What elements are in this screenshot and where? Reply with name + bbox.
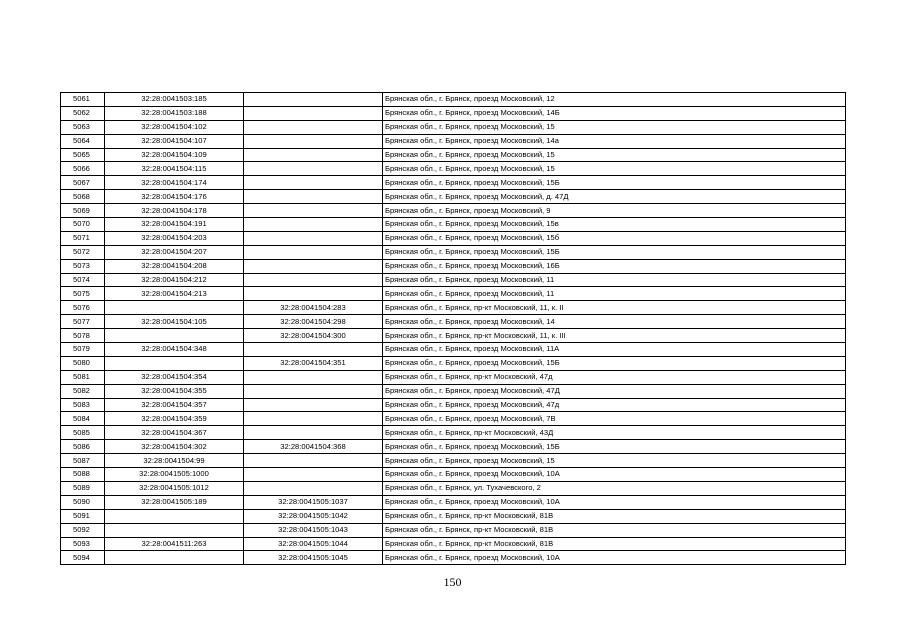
row-number-cell: 5061: [61, 93, 105, 107]
address-cell: Брянская обл., г. Брянск, проезд Московский, 16Б: [383, 259, 846, 273]
linked-cadastral-number-cell: [244, 454, 383, 468]
cadastral-number-cell: 32:28:0041504:354: [105, 370, 244, 384]
linked-cadastral-number-cell: [244, 176, 383, 190]
registry-table-body: [61, 93, 846, 565]
linked-cadastral-number-cell: 32:28:0041505:1037: [244, 495, 383, 509]
address-cell: Брянская обл., г. Брянск, проезд Московский, 15: [383, 162, 846, 176]
row-number-cell: 5069: [61, 204, 105, 218]
row-number-cell: 5073: [61, 259, 105, 273]
row-number-cell: 5088: [61, 468, 105, 482]
row-number-cell: 5087: [61, 454, 105, 468]
table-row: [61, 523, 846, 537]
row-number-cell: 5080: [61, 356, 105, 370]
address-cell: Брянская обл., г. Брянск, проезд Московский, 11: [383, 273, 846, 287]
address-cell: Брянская обл., г. Брянск, проезд Московский, 11: [383, 287, 846, 301]
row-number-cell: 5075: [61, 287, 105, 301]
row-number-cell: 5065: [61, 148, 105, 162]
linked-cadastral-number-cell: [244, 134, 383, 148]
row-number-cell: 5090: [61, 495, 105, 509]
table-row: [61, 176, 846, 190]
table-row: [61, 148, 846, 162]
cadastral-number-cell: 32:28:0041504:348: [105, 343, 244, 357]
row-number-cell: 5091: [61, 509, 105, 523]
table-row: [61, 509, 846, 523]
table-row: [61, 190, 846, 204]
row-number-cell: 5072: [61, 245, 105, 259]
table-row: [61, 384, 846, 398]
address-cell: Брянская обл., г. Брянск, проезд Московский, 9: [383, 204, 846, 218]
address-cell: Брянская обл., г. Брянск, проезд Московский, 15б: [383, 231, 846, 245]
cadastral-number-cell: 32:28:0041504:115: [105, 162, 244, 176]
cadastral-number-cell: 32:28:0041504:212: [105, 273, 244, 287]
row-number-cell: 5082: [61, 384, 105, 398]
address-cell: Брянская обл., г. Брянск, пр-кт Московский, 81В: [383, 537, 846, 551]
linked-cadastral-number-cell: 32:28:0041505:1042: [244, 509, 383, 523]
linked-cadastral-number-cell: [244, 245, 383, 259]
registry-table: [60, 92, 846, 565]
address-cell: Брянская обл., г. Брянск, проезд Московский, 14а: [383, 134, 846, 148]
cadastral-number-cell: [105, 329, 244, 343]
linked-cadastral-number-cell: [244, 426, 383, 440]
address-cell: Брянская обл., г. Брянск, проезд Московский, 15Б: [383, 440, 846, 454]
row-number-cell: 5068: [61, 190, 105, 204]
linked-cadastral-number-cell: [244, 148, 383, 162]
address-cell: Брянская обл., г. Брянск, пр-кт Московский, 81В: [383, 509, 846, 523]
linked-cadastral-number-cell: [244, 343, 383, 357]
cadastral-number-cell: 32:28:0041504:359: [105, 412, 244, 426]
cadastral-number-cell: [105, 551, 244, 565]
table-row: [61, 162, 846, 176]
linked-cadastral-number-cell: [244, 231, 383, 245]
cadastral-number-cell: 32:28:0041504:176: [105, 190, 244, 204]
address-cell: Брянская обл., г. Брянск, проезд Московский, 15: [383, 454, 846, 468]
linked-cadastral-number-cell: [244, 106, 383, 120]
cadastral-number-cell: 32:28:0041504:203: [105, 231, 244, 245]
linked-cadastral-number-cell: [244, 204, 383, 218]
cadastral-number-cell: 32:28:0041504:302: [105, 440, 244, 454]
cadastral-number-cell: 32:28:0041504:109: [105, 148, 244, 162]
cadastral-number-cell: 32:28:0041504:355: [105, 384, 244, 398]
table-row: [61, 398, 846, 412]
table-row: [61, 454, 846, 468]
table-row: [61, 231, 846, 245]
address-cell: Брянская обл., г. Брянск, проезд Московский, 14Б: [383, 106, 846, 120]
row-number-cell: 5093: [61, 537, 105, 551]
cadastral-number-cell: [105, 301, 244, 315]
address-cell: Брянская обл., г. Брянск, пр-кт Московский, 81В: [383, 523, 846, 537]
linked-cadastral-number-cell: [244, 398, 383, 412]
address-cell: Брянская обл., г. Брянск, проезд Московский, 7В: [383, 412, 846, 426]
row-number-cell: 5077: [61, 315, 105, 329]
linked-cadastral-number-cell: 32:28:0041504:351: [244, 356, 383, 370]
table-row: [61, 412, 846, 426]
cadastral-number-cell: [105, 509, 244, 523]
address-cell: Брянская обл., г. Брянск, проезд Московский, 15: [383, 120, 846, 134]
address-cell: Брянская обл., г. Брянск, проезд Московский, 15Б: [383, 176, 846, 190]
cadastral-number-cell: 32:28:0041504:207: [105, 245, 244, 259]
row-number-cell: 5078: [61, 329, 105, 343]
cadastral-number-cell: 32:28:0041504:105: [105, 315, 244, 329]
address-cell: Брянская обл., г. Брянск, проезд Московский, 15Б: [383, 356, 846, 370]
row-number-cell: 5085: [61, 426, 105, 440]
table-row: [61, 106, 846, 120]
table-row: [61, 134, 846, 148]
address-cell: Брянская обл., г. Брянск, проезд Московский, 12: [383, 93, 846, 107]
linked-cadastral-number-cell: 32:28:0041505:1044: [244, 537, 383, 551]
address-cell: Брянская обл., г. Брянск, проезд Московский, 10А: [383, 551, 846, 565]
linked-cadastral-number-cell: 32:28:0041504:283: [244, 301, 383, 315]
cadastral-number-cell: 32:28:0041504:213: [105, 287, 244, 301]
cadastral-number-cell: [105, 356, 244, 370]
table-row: [61, 287, 846, 301]
table-row: [61, 537, 846, 551]
address-cell: Брянская обл., г. Брянск, проезд Московский, 14: [383, 315, 846, 329]
cadastral-number-cell: 32:28:0041505:1000: [105, 468, 244, 482]
linked-cadastral-number-cell: [244, 162, 383, 176]
cadastral-number-cell: 32:28:0041503:188: [105, 106, 244, 120]
row-number-cell: 5086: [61, 440, 105, 454]
linked-cadastral-number-cell: [244, 287, 383, 301]
address-cell: Брянская обл., г. Брянск, пр-кт Московский, 43Д: [383, 426, 846, 440]
row-number-cell: 5066: [61, 162, 105, 176]
row-number-cell: 5076: [61, 301, 105, 315]
table-row: [61, 551, 846, 565]
table-row: [61, 468, 846, 482]
cadastral-number-cell: 32:28:0041504:178: [105, 204, 244, 218]
row-number-cell: 5094: [61, 551, 105, 565]
cadastral-number-cell: 32:28:0041504:191: [105, 218, 244, 232]
linked-cadastral-number-cell: 32:28:0041505:1045: [244, 551, 383, 565]
row-number-cell: 5070: [61, 218, 105, 232]
linked-cadastral-number-cell: [244, 370, 383, 384]
cadastral-number-cell: 32:28:0041504:102: [105, 120, 244, 134]
table-row: [61, 343, 846, 357]
row-number-cell: 5079: [61, 343, 105, 357]
cadastral-number-cell: 32:28:0041505:189: [105, 495, 244, 509]
table-row: [61, 495, 846, 509]
cadastral-number-cell: 32:28:0041504:357: [105, 398, 244, 412]
table-row: [61, 93, 846, 107]
table-row: [61, 370, 846, 384]
linked-cadastral-number-cell: [244, 218, 383, 232]
cadastral-number-cell: 32:28:0041503:185: [105, 93, 244, 107]
table-row: [61, 315, 846, 329]
linked-cadastral-number-cell: 32:28:0041505:1043: [244, 523, 383, 537]
linked-cadastral-number-cell: [244, 259, 383, 273]
address-cell: Брянская обл., г. Брянск, проезд Московский, д. 47Д: [383, 190, 846, 204]
address-cell: Брянская обл., г. Брянск, пр-кт Московский, 11, к. II: [383, 301, 846, 315]
cadastral-number-cell: 32:28:0041511:263: [105, 537, 244, 551]
row-number-cell: 5074: [61, 273, 105, 287]
linked-cadastral-number-cell: [244, 412, 383, 426]
address-cell: Брянская обл., г. Брянск, проезд Московский, 10А: [383, 495, 846, 509]
linked-cadastral-number-cell: 32:28:0041504:300: [244, 329, 383, 343]
cadastral-number-cell: 32:28:0041504:367: [105, 426, 244, 440]
table-row: [61, 329, 846, 343]
table-row: [61, 204, 846, 218]
table-row: [61, 273, 846, 287]
cadastral-number-cell: [105, 523, 244, 537]
table-row: [61, 426, 846, 440]
linked-cadastral-number-cell: [244, 190, 383, 204]
cadastral-number-cell: 32:28:0041504:208: [105, 259, 244, 273]
row-number-cell: 5062: [61, 106, 105, 120]
row-number-cell: 5083: [61, 398, 105, 412]
cadastral-number-cell: 32:28:0041505:1012: [105, 481, 244, 495]
row-number-cell: 5063: [61, 120, 105, 134]
cadastral-number-cell: 32:28:0041504:174: [105, 176, 244, 190]
row-number-cell: 5064: [61, 134, 105, 148]
table-row: [61, 120, 846, 134]
linked-cadastral-number-cell: 32:28:0041504:298: [244, 315, 383, 329]
address-cell: Брянская обл., г. Брянск, проезд Московский, 15в: [383, 218, 846, 232]
address-cell: Брянская обл., г. Брянск, проезд Московский, 11А: [383, 343, 846, 357]
table-row: [61, 301, 846, 315]
table-row: [61, 356, 846, 370]
linked-cadastral-number-cell: [244, 481, 383, 495]
address-cell: Брянская обл., г. Брянск, ул. Тухачевского, 2: [383, 481, 846, 495]
row-number-cell: 5081: [61, 370, 105, 384]
row-number-cell: 5092: [61, 523, 105, 537]
cadastral-number-cell: 32:28:0041504:99: [105, 454, 244, 468]
address-cell: Брянская обл., г. Брянск, проезд Московский, 10А: [383, 468, 846, 482]
table-row: [61, 481, 846, 495]
table-row: [61, 218, 846, 232]
table-row: [61, 259, 846, 273]
linked-cadastral-number-cell: [244, 384, 383, 398]
linked-cadastral-number-cell: [244, 273, 383, 287]
row-number-cell: 5071: [61, 231, 105, 245]
address-cell: Брянская обл., г. Брянск, проезд Московский, 47д: [383, 398, 846, 412]
address-cell: Брянская обл., г. Брянск, проезд Московский, 15Б: [383, 245, 846, 259]
address-cell: Брянская обл., г. Брянск, пр-кт Московский, 47д: [383, 370, 846, 384]
row-number-cell: 5084: [61, 412, 105, 426]
row-number-cell: 5067: [61, 176, 105, 190]
linked-cadastral-number-cell: [244, 468, 383, 482]
address-cell: Брянская обл., г. Брянск, пр-кт Московский, 11, к. III: [383, 329, 846, 343]
cadastral-number-cell: 32:28:0041504:107: [105, 134, 244, 148]
linked-cadastral-number-cell: [244, 93, 383, 107]
linked-cadastral-number-cell: [244, 120, 383, 134]
table-row: [61, 440, 846, 454]
linked-cadastral-number-cell: 32:28:0041504:368: [244, 440, 383, 454]
address-cell: Брянская обл., г. Брянск, проезд Московский, 15: [383, 148, 846, 162]
page-number: 150: [443, 575, 462, 589]
row-number-cell: 5089: [61, 481, 105, 495]
table-row: [61, 245, 846, 259]
address-cell: Брянская обл., г. Брянск, проезд Московский, 47Д: [383, 384, 846, 398]
